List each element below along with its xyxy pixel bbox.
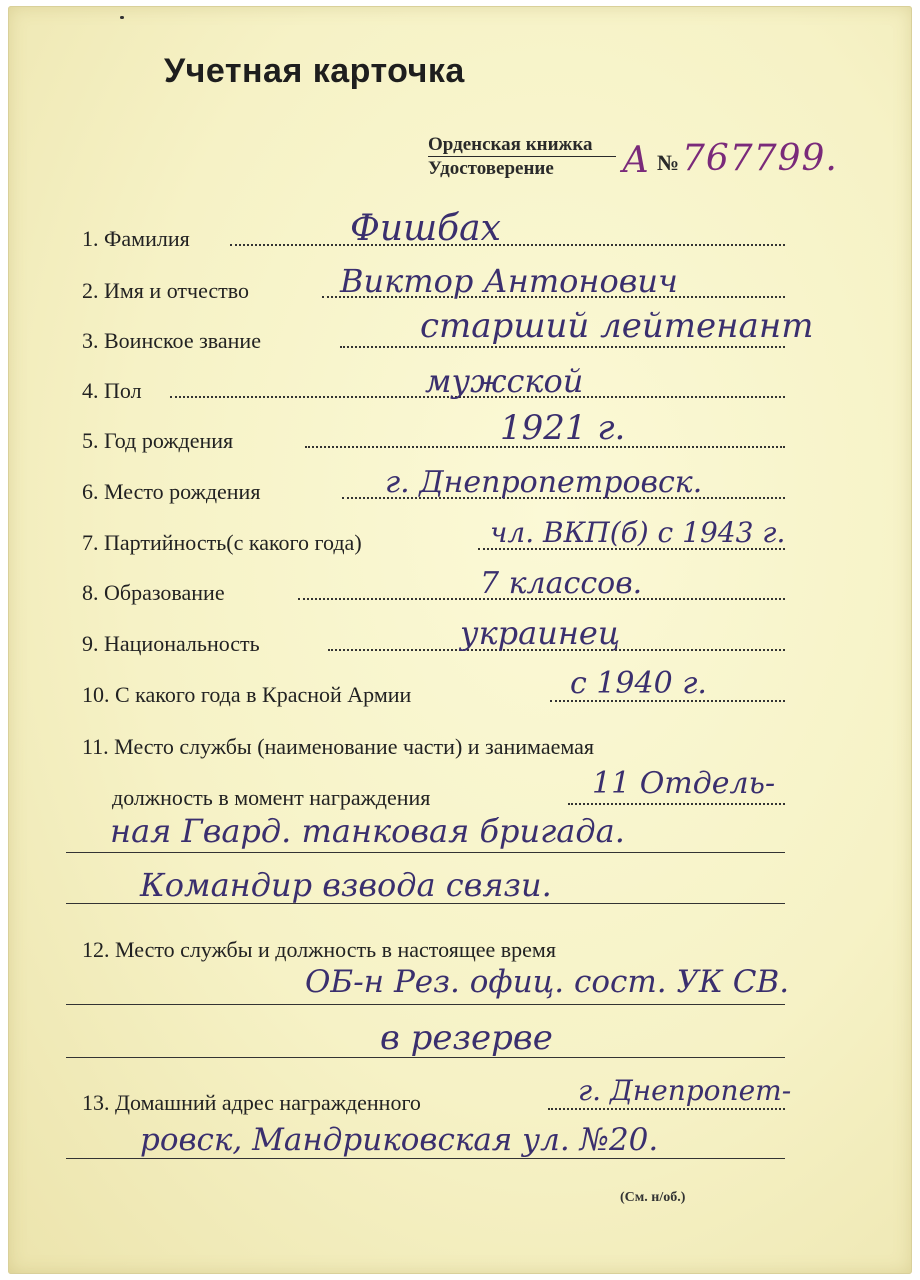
field-value-unit-line2: ная Гвард. танковая бригада.: [110, 812, 625, 850]
field-label-home-address: 13. Домашний адрес награжденного: [82, 1090, 421, 1115]
field-line: [568, 803, 785, 805]
field-value-surname: Фишбах: [350, 208, 501, 249]
field-label-rank: 3. Воинское звание: [82, 328, 261, 353]
field-label-surname: 1. Фамилия: [82, 226, 190, 251]
field-value-education: 7 классов.: [480, 566, 643, 601]
doc-type-certificate: Удостоверение: [428, 158, 554, 179]
field-line: [66, 852, 785, 853]
field-value-current-service: ОБ-н Рез. офиц. сост. УК СВ.: [305, 964, 790, 1000]
field-label-nationality: 9. Национальность: [82, 631, 260, 656]
field-label-service-at-award: 11. Место службы (наименование части) и занимаемая: [82, 734, 595, 759]
card-title: Учетная карточка: [164, 52, 465, 90]
field-value-rank: старший лейтенант: [420, 306, 814, 346]
doc-type-divider: [428, 156, 616, 157]
field-line: [66, 1004, 785, 1005]
field-label-sex: 4. Пол: [82, 378, 142, 403]
field-value-address-line1: г. Днепропет-: [578, 1074, 792, 1107]
field-value-address-line2: ровск, Мандриковская ул. №20.: [140, 1122, 659, 1158]
field-line: [230, 244, 785, 246]
see-reverse-note: (См. н/об.): [620, 1190, 686, 1205]
ink-speck: [120, 16, 124, 19]
field-value-unit-line1: 11 Отдель-: [592, 766, 776, 801]
field-line: [66, 1158, 785, 1159]
field-value-current-status: в резерве: [380, 1018, 553, 1058]
field-label-party: 7. Партийность(с какого года): [82, 530, 362, 555]
field-value-nationality: украинец: [460, 614, 621, 652]
field-label-service-at-award-cont: должность в момент награждения: [112, 785, 431, 810]
doc-type-order-book: Орденская книжка: [428, 134, 593, 155]
field-label-birth-year: 5. Год рождения: [82, 428, 234, 453]
field-value-sex: мужской: [425, 362, 584, 400]
field-label-current-service: 12. Место службы и должность в настоящее время: [82, 937, 556, 962]
field-value-position: Командир взвода связи.: [140, 866, 552, 904]
doc-series: А: [622, 140, 650, 181]
doc-number-sign: №: [657, 150, 680, 175]
field-line: [548, 1108, 785, 1110]
field-label-army-since: 10. С какого года в Красной Армии: [82, 682, 412, 707]
field-value-birthplace: г. Днепропетровск.: [385, 465, 703, 500]
field-label-name: 2. Имя и отчество: [82, 278, 250, 303]
field-value-army-since: с 1940 г.: [570, 666, 707, 701]
field-value-birth-year: 1921 г.: [500, 408, 626, 448]
field-line: [340, 346, 785, 348]
doc-number: 767799.: [682, 138, 838, 179]
field-label-education: 8. Образование: [82, 580, 225, 605]
field-value-name: Виктор Антонович: [340, 262, 678, 300]
field-value-party: чл. ВКП(б) с 1943 г.: [490, 516, 786, 549]
field-label-birthplace: 6. Место рождения: [82, 479, 261, 504]
